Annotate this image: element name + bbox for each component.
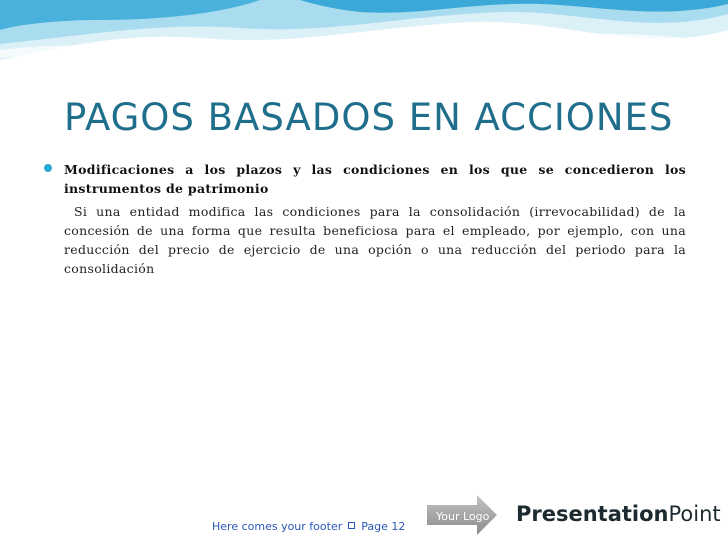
- body-paragraph: Si una entidad modifica las condiciones para la consolidación (irrevocabilidad) de la concesión de una forma que resulta beneficiosa para el empleado, por ejemplo, con una reducción del precio de ejercicio de una opción o una reducción del periodo para la consolidación: [64, 204, 686, 276]
- bullet-heading: Modificaciones a los plazos y las condiciones en los que se concedieron los instrumentos de patrimonio: [64, 162, 686, 196]
- round-bullet-icon: [44, 164, 52, 172]
- page-number: Page 12: [361, 520, 406, 533]
- brand-part-2: Point: [668, 502, 721, 526]
- logo-placeholder: Your Logo: [436, 510, 490, 523]
- slide-title: PAGOS BASADOS EN ACCIONES: [64, 96, 674, 139]
- brand-logo: [516, 502, 721, 526]
- header-wave-decoration: [0, 0, 728, 100]
- footer-text: Here comes your footer: [212, 520, 343, 533]
- square-separator-icon: [348, 522, 355, 529]
- bullet-item: [44, 160, 686, 198]
- brand-part-1: Presentation: [516, 502, 669, 526]
- footer: [212, 520, 405, 533]
- slide-content: [44, 160, 686, 278]
